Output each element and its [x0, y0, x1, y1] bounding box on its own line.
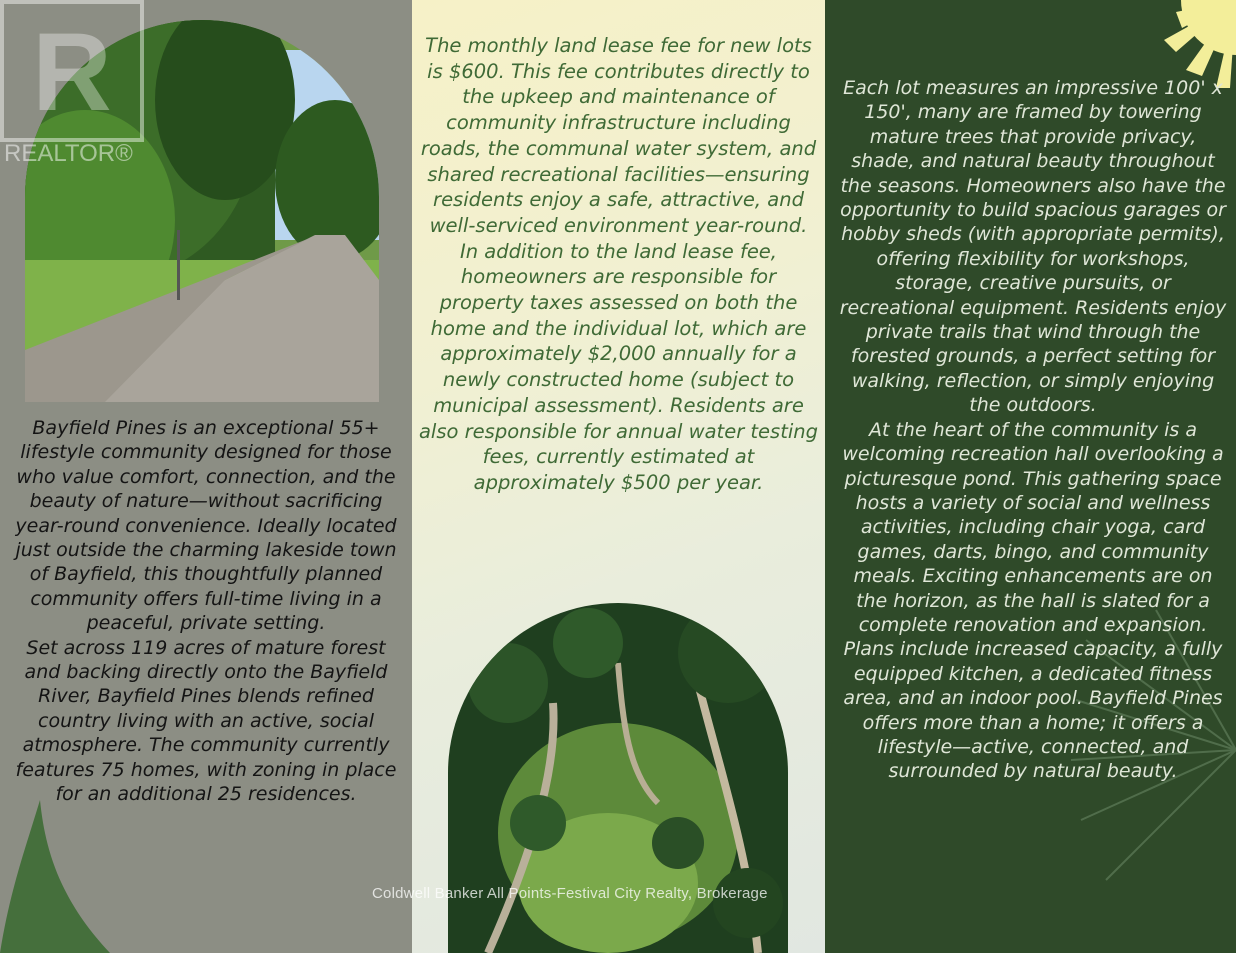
leaf-decoration — [0, 790, 110, 953]
intro-text — [8, 416, 404, 807]
acreage-paragraph: Set across 119 acres of mature forest and backing directly onto the Bayfield River, Bayfield Pines blends refined country living with an active, social atmosphere. The community currently features 75 homes, with zoning in place for an additional 25 residences. — [15, 636, 397, 806]
recreation-paragraph: At the heart of the community is a welcoming recreation hall overlooking a picturesque pond. This gathering space hosts a variety of social and wellness activities, including chair yoga, card games, darts, bingo, and community meals. Exciting enhancements are on the horizon, as the hall is slated for a complete renovation and expansion. Plans include increased capacity, a fully equipped kitchen, a dedicated fitness area, and an indoor pool. Bayfield Pines offers more than a home; it offers a lifestyle—active, connected, and surrounded by natural beauty. — [842, 418, 1224, 783]
brokerage-watermark: Coldwell Banker All Points-Festival City Realty, Brokerage — [372, 885, 768, 902]
amenities-text — [837, 76, 1229, 784]
svg-text:R: R — [32, 11, 112, 134]
fees-text — [418, 33, 819, 496]
lots-paragraph: Each lot measures an impressive 100' x 150', many are framed by towering mature trees that provide privacy, shade, and natural beauty throughout the seasons. Homeowners also have the opportunity to build spacious garages or hobby sheds (with appropriate permits), offering flexibility for workshops, storage, creative pursuits, or recreational equipment. Residents enjoy private trails that wind through the forested grounds, a perfect setting for walking, reflection, or simply enjoying the outdoors. — [839, 77, 1227, 417]
intro-paragraph: Bayfield Pines is an exceptional 55+ lifestyle community designed for those who value comfort, connection, and the beauty of nature—without sacrificing year-round convenience. Ideally located just outside the charming lakeside town of Bayfield, this thoughtfully planned community offers full-time living in a peaceful, private setting. — [15, 417, 397, 635]
right-panel — [825, 0, 1236, 953]
middle-panel — [412, 0, 825, 953]
realtor-logo-text: REALTOR® — [4, 140, 133, 167]
lease-fee-paragraph: The monthly land lease fee for new lots is $600. This fee contributes directly to the upkeep and maintenance of community infrastructure including roads, the communal water system, and shared recreational facilities—ensuring residents enjoy a safe, attractive, and well-serviced environment year-round. — [420, 34, 817, 237]
taxes-paragraph: In addition to the land lease fee, homeowners are responsible for property taxes assessed on both the home and the individual lot, which are approximately $2,000 annually for a newly constructed home (subject to municipal assessment). Residents are also responsible for annual water testing fees, currently estimated at approximately $500 per year. — [418, 239, 819, 494]
